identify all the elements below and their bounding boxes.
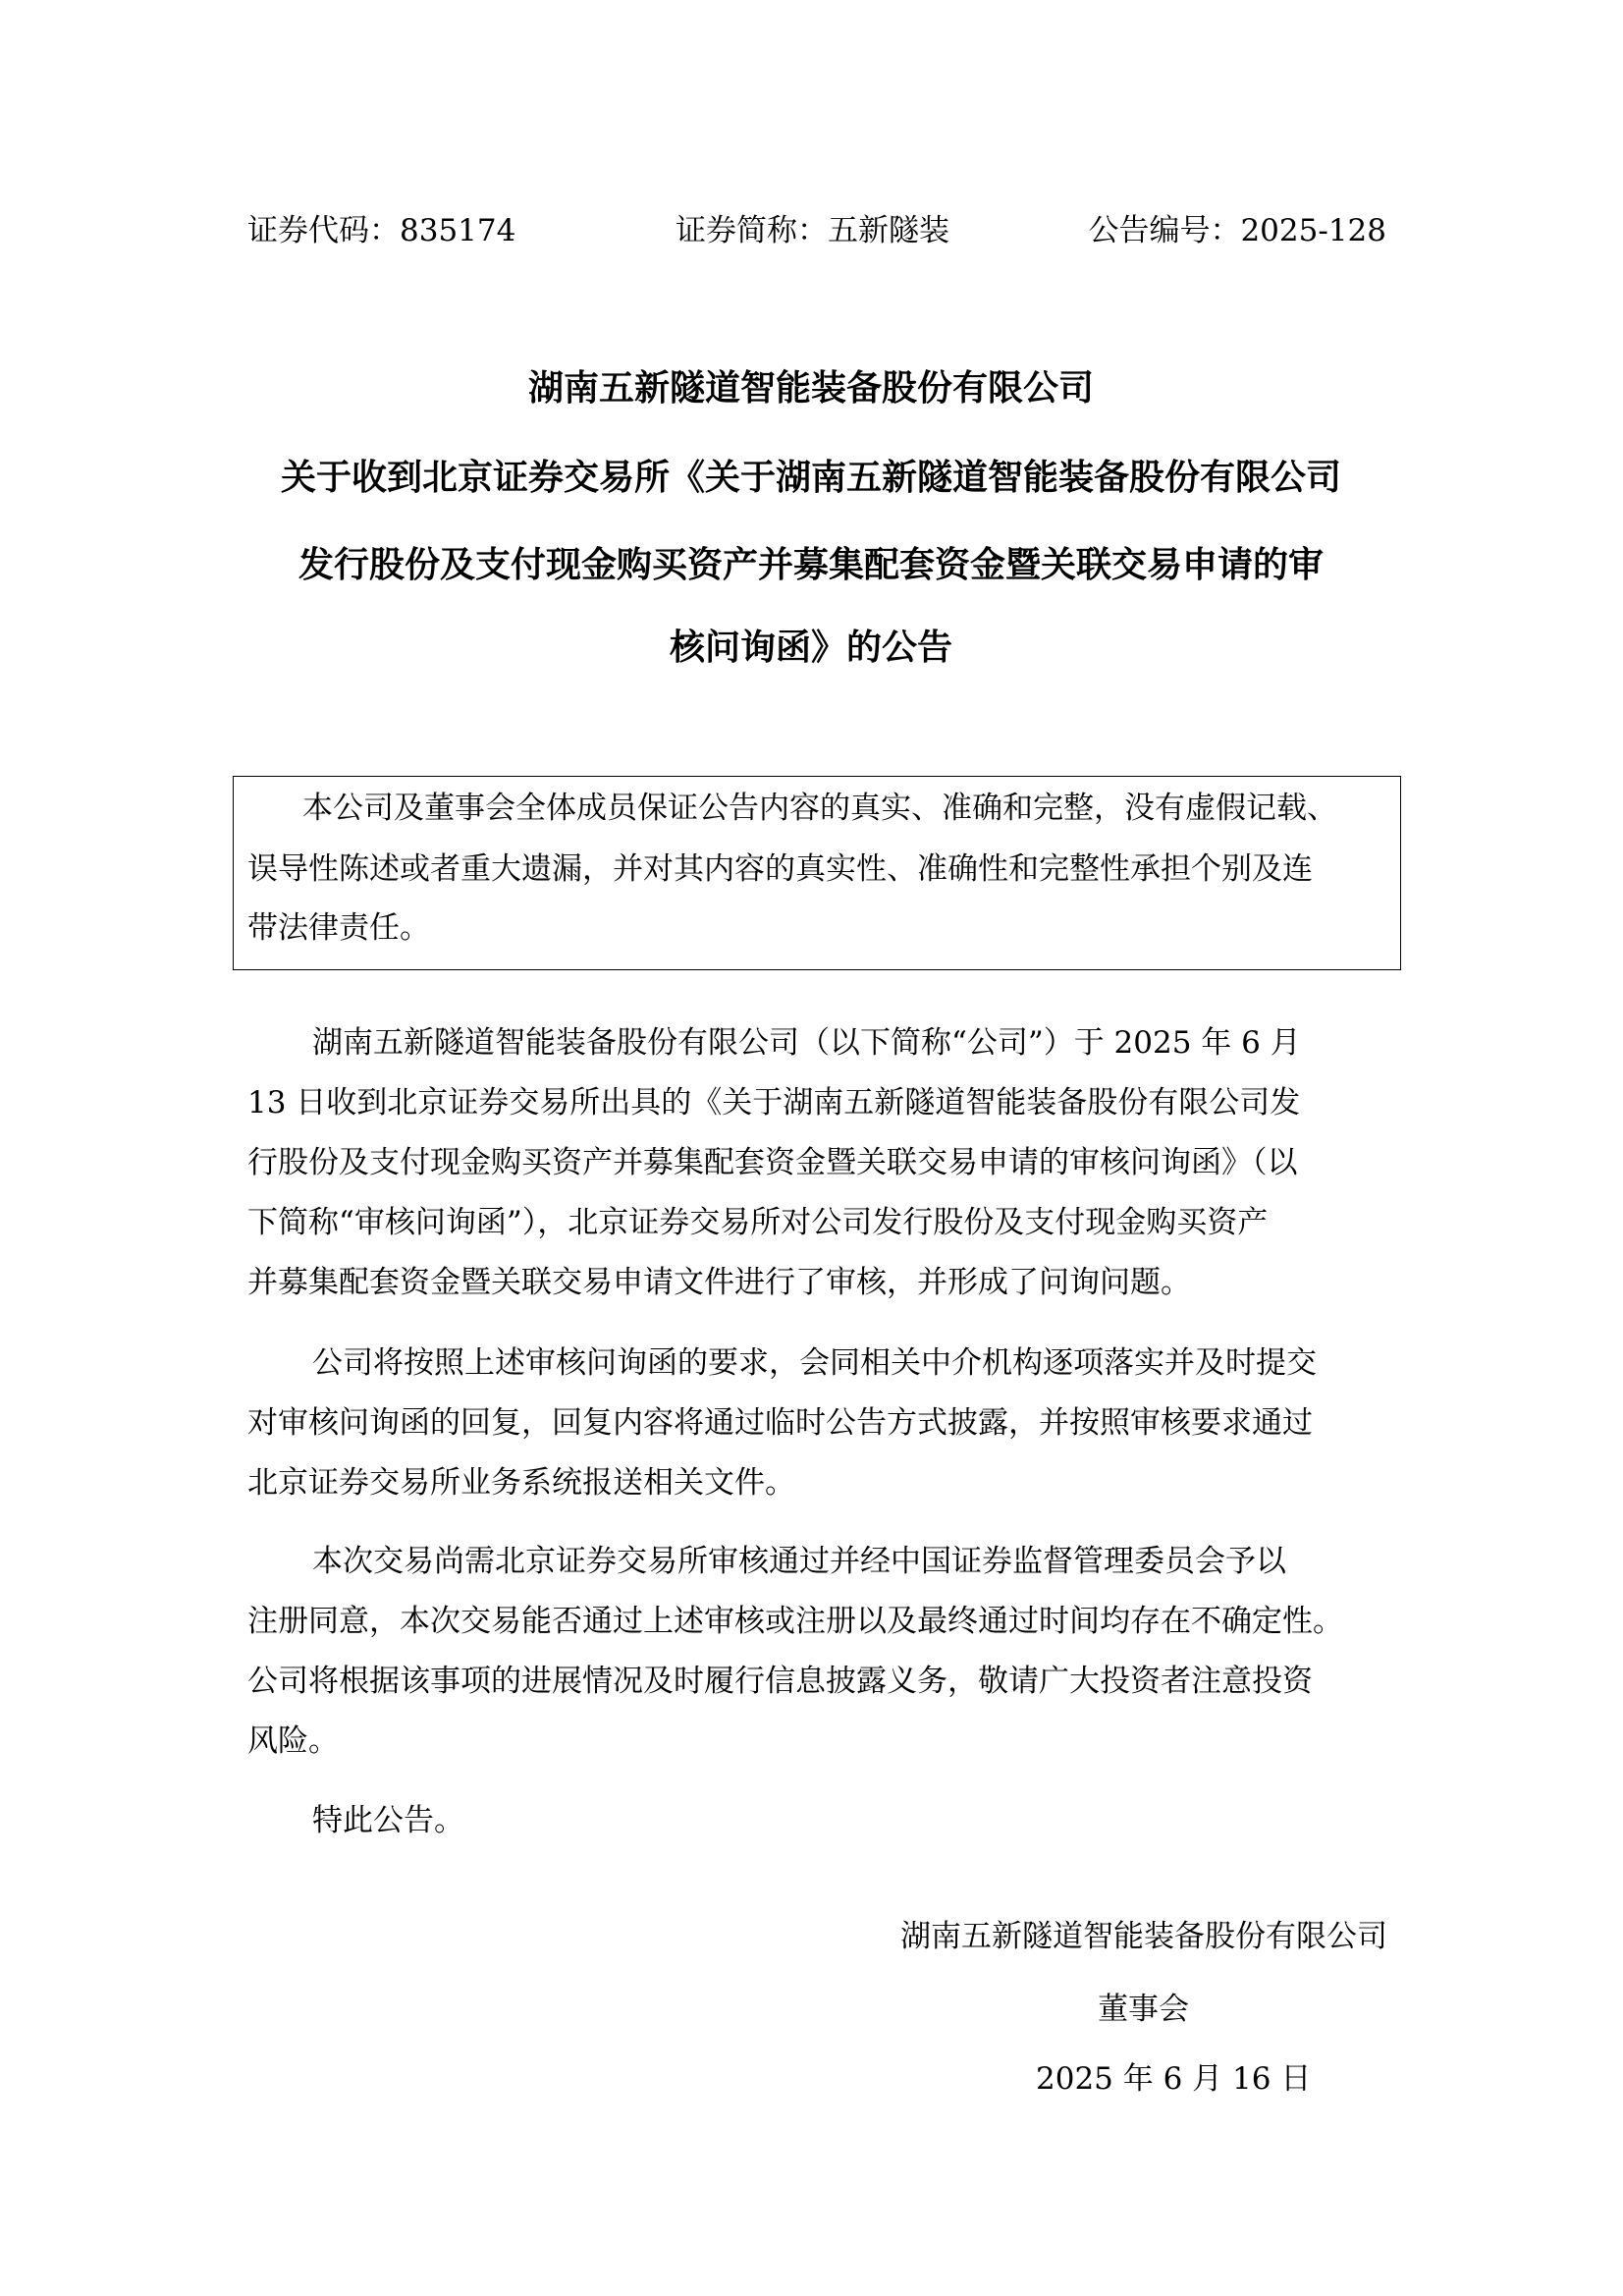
paragraph-1-line: 13 日收到北京证券交易所出具的《关于湖南五新隧道智能装备股份有限公司发 — [247, 1085, 1301, 1121]
title-line-2: 关于收到北京证券交易所《关于湖南五新隧道智能装备股份有限公司 — [280, 458, 1341, 498]
paragraph-1-line: 湖南五新隧道智能装备股份有限公司（以下简称“公司”）于 2025 年 6 月 — [312, 1025, 1301, 1061]
signature-date: 2025 年 6 月 16 日 — [1036, 2061, 1312, 2097]
paragraph-3-line: 本次交易尚需北京证券交易所审核通过并经中国证券监督管理委员会予以 — [312, 1544, 1286, 1579]
declaration-box — [233, 776, 1401, 970]
security-abbreviation: 证券简称：五新隧装 — [676, 213, 949, 248]
signature-company: 湖南五新隧道智能装备股份有限公司 — [900, 1919, 1387, 1954]
paragraph-3-line: 风险。 — [247, 1723, 339, 1759]
document-header — [247, 208, 1386, 253]
signature-board: 董事会 — [1098, 1992, 1189, 2027]
paragraph-1-line: 并募集配套资金暨关联交易申请文件进行了审核，并形成了问询问题。 — [247, 1265, 1191, 1300]
paragraph-2-line: 北京证券交易所业务系统报送相关文件。 — [247, 1465, 795, 1501]
paragraph-2-line: 对审核问询函的回复，回复内容将通过临时公告方式披露，并按照审核要求通过 — [247, 1405, 1313, 1441]
security-code: 证券代码：835174 — [247, 213, 516, 248]
title-company: 湖南五新隧道智能装备股份有限公司 — [527, 368, 1094, 409]
paragraph-3-line: 注册同意，本次交易能否通过上述审核或注册以及最终通过时间均存在不确定性。 — [247, 1604, 1343, 1639]
paragraph-2-line: 公司将按照上述审核问询函的要求，会同相关中介机构逐项落实并及时提交 — [312, 1345, 1317, 1381]
closing-statement: 特此公告。 — [312, 1803, 464, 1838]
paragraph-3-line: 公司将根据该事项的进展情况及时履行信息披露义务，敬请广大投资者注意投资 — [247, 1664, 1313, 1699]
paragraph-1-line: 下简称“审核问询函”），北京证券交易所对公司发行股份及支付现金购买资产 — [247, 1205, 1269, 1240]
declaration-line: 误导性陈述或者重大遗漏，并对其内容的真实性、准确性和完整性承担个别及连 — [247, 851, 1313, 887]
paragraph-1-line: 行股份及支付现金购买资产并募集配套资金暨关联交易申请的审核问询函》（以 — [247, 1145, 1298, 1180]
announcement-number: 公告编号：2025-128 — [1088, 213, 1386, 248]
declaration-line: 带法律责任。 — [247, 910, 430, 946]
declaration-line: 本公司及董事会全体成员保证公告内容的真实、准确和完整，没有虚假记载、 — [302, 791, 1337, 826]
title-line-3: 发行股份及支付现金购买资产并募集配套资金暨关联交易申请的审 — [298, 545, 1324, 585]
title-line-4: 核问询函》的公告 — [669, 628, 952, 668]
